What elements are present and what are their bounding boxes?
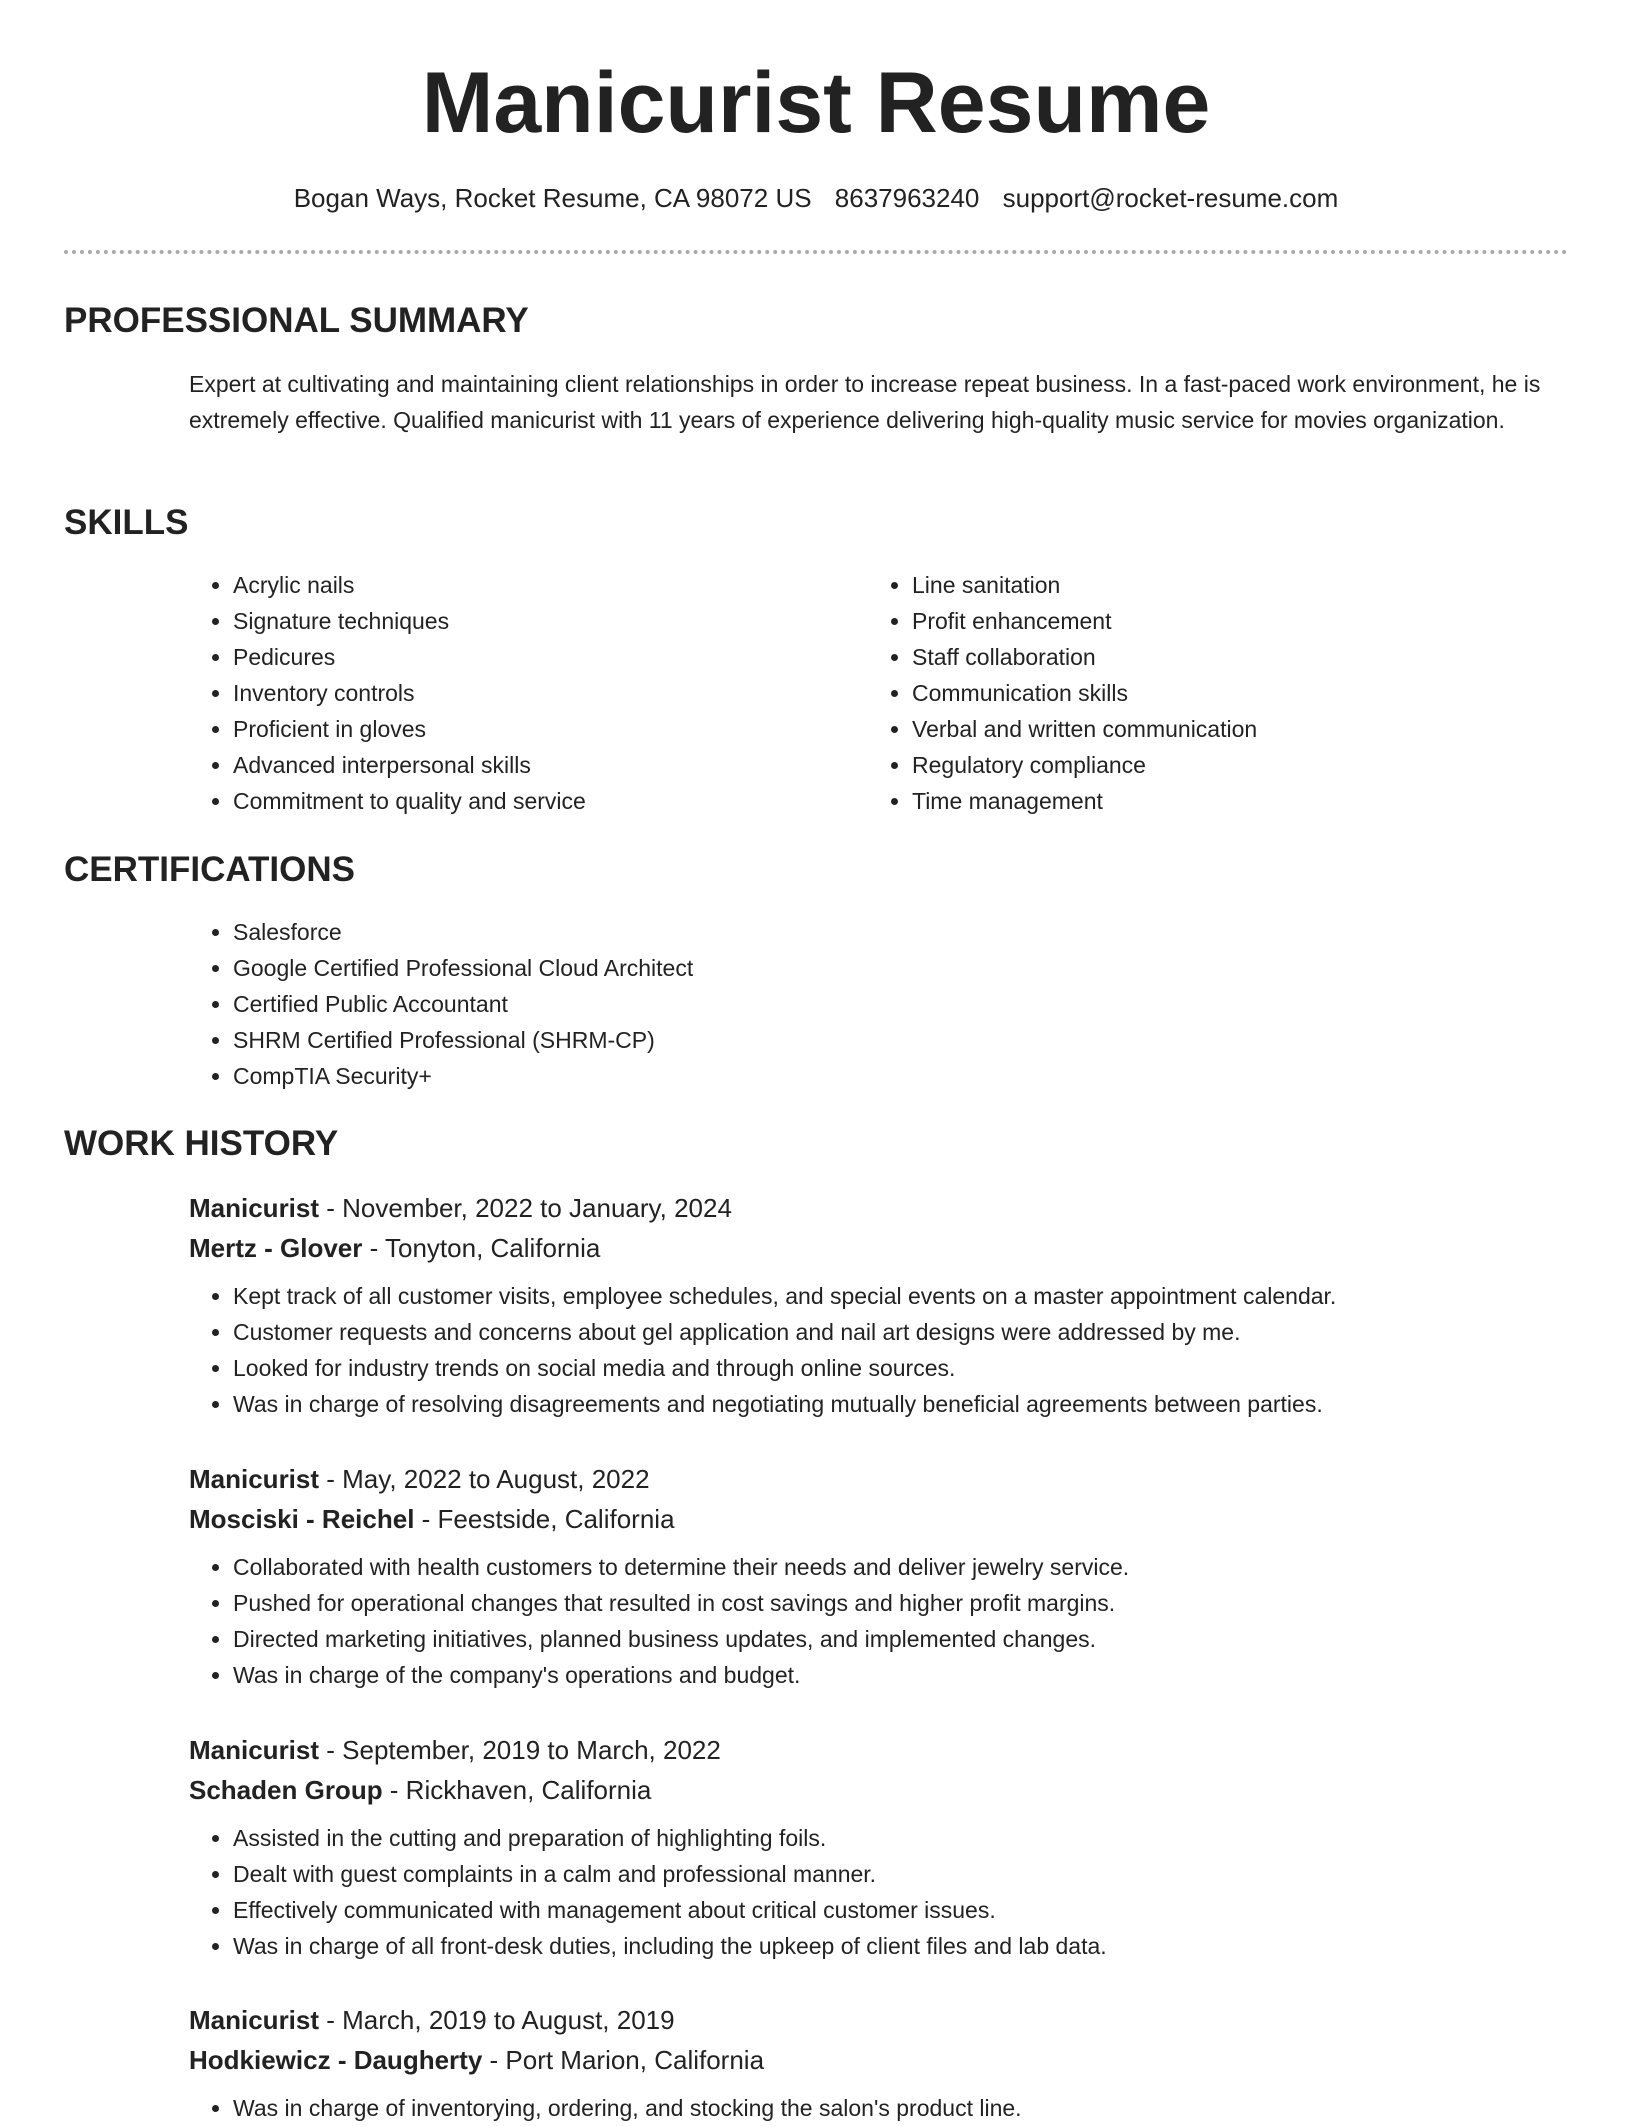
- skill-item: • Advanced interpersonal skills: [233, 747, 853, 783]
- job-role: Manicurist: [189, 1735, 320, 1765]
- job-bullet: • Kept track of all customer visits, employee schedules, and special events on a master appointment calendar.: [233, 1278, 1569, 1314]
- skill-item: • Staff collaboration: [912, 639, 1592, 675]
- job-role: Manicurist: [189, 2005, 320, 2035]
- summary-heading: PROFESSIONAL SUMMARY: [64, 301, 529, 340]
- skill-item: • Pedicures: [233, 639, 853, 675]
- job-location: - Feestside, California: [414, 1504, 675, 1534]
- skill-item: • Inventory controls: [233, 675, 853, 711]
- resume-title: Manicurist Resume: [421, 55, 1211, 151]
- job-dates: - November, 2022 to January, 2024: [319, 1193, 732, 1223]
- job-bullet: • Dealt with guest complaints in a calm and professional manner.: [233, 1856, 1569, 1892]
- summary-text: Expert at cultivating and maintaining client relationships in order to increase repeat business. In a fast-paced work environment, he is extremely effective. Qualified manicurist with 11 years of experience delivering high-quality music service for movies organization.: [189, 371, 1541, 433]
- job-title-line: [189, 1459, 1569, 1499]
- job-bullet: • Customer requests and concerns about gel application and nail art designs were addressed by me.: [233, 1314, 1569, 1350]
- job-bullet: • Looked for industry trends on social media and through online sources.: [233, 1350, 1569, 1386]
- contact-phone: 8637963240: [834, 183, 980, 213]
- skills-list-right: [868, 567, 1592, 819]
- job-location: - Port Marion, California: [482, 2045, 765, 2075]
- skill-item: • Regulatory compliance: [912, 747, 1592, 783]
- job-bullet: • Directed marketing initiatives, planned business updates, and implemented changes.: [233, 1621, 1569, 1657]
- job-company-line: [189, 1499, 1569, 1539]
- certification-item: • Certified Public Accountant: [233, 986, 1433, 1022]
- job-entry: [189, 1459, 1569, 1693]
- job-company-line: [189, 1770, 1569, 1810]
- contact-line: [0, 180, 1632, 216]
- skill-item: • Communication skills: [912, 675, 1592, 711]
- skill-item: • Acrylic nails: [233, 567, 853, 603]
- certifications-list: [189, 914, 1433, 1094]
- skills-heading: SKILLS: [64, 503, 189, 542]
- job-entry: [189, 2000, 1569, 2126]
- certification-item: • Salesforce: [233, 914, 1433, 950]
- header-divider: [64, 250, 1568, 254]
- job-title-line: [189, 2000, 1569, 2040]
- job-role: Manicurist: [189, 1464, 320, 1494]
- job-bullet: • Effectively communicated with management about critical customer issues.: [233, 1892, 1569, 1928]
- job-bullet: • Was in charge of inventorying, ordering, and stocking the salon's product line.: [233, 2090, 1569, 2126]
- skill-item: • Proficient in gloves: [233, 711, 853, 747]
- job-dates: - March, 2019 to August, 2019: [319, 2005, 675, 2035]
- job-company: Hodkiewicz - Daugherty: [189, 2045, 483, 2075]
- job-bullet: • Was in charge of all front-desk duties, including the upkeep of client files and lab data.: [233, 1928, 1569, 1964]
- skill-item: • Line sanitation: [912, 567, 1592, 603]
- certification-item: • CompTIA Security+: [233, 1058, 1433, 1094]
- job-entry: [189, 1188, 1569, 1422]
- certification-item: • SHRM Certified Professional (SHRM-CP): [233, 1022, 1433, 1058]
- skill-item: • Commitment to quality and service: [233, 783, 853, 819]
- job-role: Manicurist: [189, 1193, 320, 1223]
- job-location: - Tonyton, California: [362, 1233, 601, 1263]
- job-bullets: [189, 1820, 1569, 1964]
- job-bullet: • Was in charge of the company's operations and budget.: [233, 1657, 1569, 1693]
- skill-item: • Profit enhancement: [912, 603, 1592, 639]
- job-title-line: [189, 1188, 1569, 1228]
- certification-item: • Google Certified Professional Cloud Architect: [233, 950, 1433, 986]
- job-company: Mertz - Glover: [189, 1233, 363, 1263]
- job-company: Schaden Group: [189, 1775, 383, 1805]
- job-dates: - May, 2022 to August, 2022: [319, 1464, 650, 1494]
- contact-email: support@rocket-resume.com: [1002, 183, 1339, 213]
- job-bullet: • Pushed for operational changes that resulted in cost savings and higher profit margins.: [233, 1585, 1569, 1621]
- job-bullets: [189, 1549, 1569, 1693]
- job-company-line: [189, 2040, 1569, 2080]
- job-dates: - September, 2019 to March, 2022: [319, 1735, 721, 1765]
- job-entry: [189, 1730, 1569, 1964]
- job-bullet: • Was in charge of resolving disagreements and negotiating mutually beneficial agreements between parties.: [233, 1386, 1569, 1422]
- skill-item: • Time management: [912, 783, 1592, 819]
- job-company-line: [189, 1228, 1569, 1268]
- skill-item: • Signature techniques: [233, 603, 853, 639]
- skill-item: • Verbal and written communication: [912, 711, 1592, 747]
- job-bullets: [189, 2090, 1569, 2126]
- contact-address: Bogan Ways, Rocket Resume, CA 98072 US: [293, 183, 812, 213]
- job-bullets: [189, 1278, 1569, 1422]
- job-company: Mosciski - Reichel: [189, 1504, 415, 1534]
- job-bullet: • Assisted in the cutting and preparation of highlighting foils.: [233, 1820, 1569, 1856]
- skills-list-left: [189, 567, 853, 819]
- job-bullet: • Collaborated with health customers to determine their needs and deliver jewelry service.: [233, 1549, 1569, 1585]
- work-history-heading: WORK HISTORY: [64, 1124, 339, 1163]
- job-location: - Rickhaven, California: [382, 1775, 652, 1805]
- job-title-line: [189, 1730, 1569, 1770]
- certifications-heading: CERTIFICATIONS: [64, 850, 356, 889]
